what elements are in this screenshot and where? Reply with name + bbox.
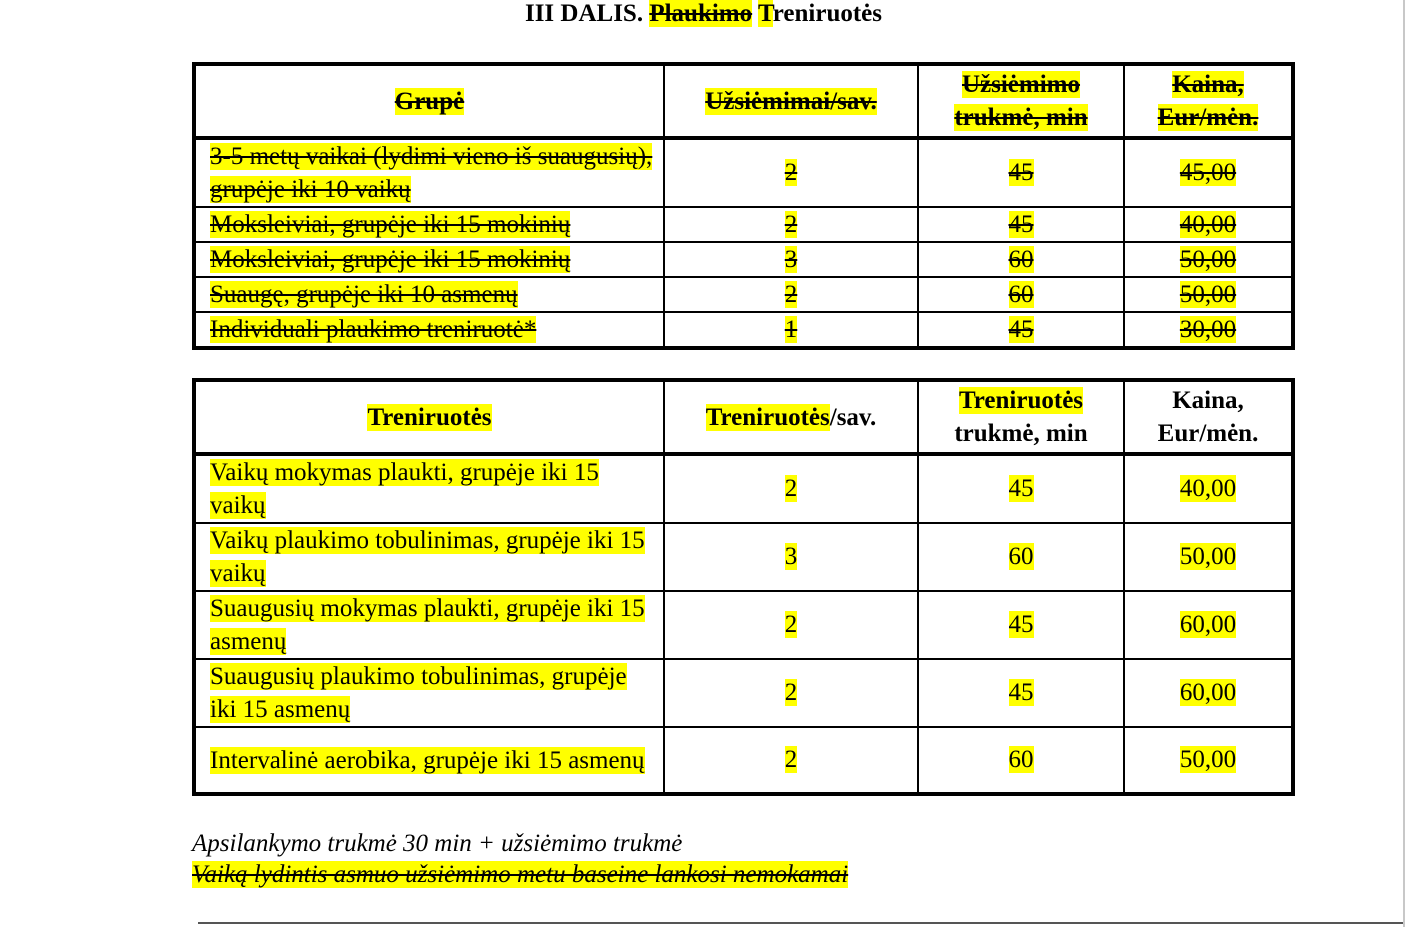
old-cell-duration: 45 — [918, 207, 1124, 242]
old-cell-price: 50,00 — [1124, 277, 1293, 312]
old-cell-price: 45,00 — [1124, 138, 1293, 207]
header-training-duration: Treniruotės trukmė, min — [918, 380, 1124, 454]
table-row — [194, 242, 1293, 277]
title-t-letter: T — [757, 0, 773, 27]
old-header-group: Grupė — [194, 64, 664, 138]
cell-sessions: 2 — [664, 659, 918, 727]
header-trainings-per-week: Treniruotės/sav. — [664, 380, 918, 454]
page-bottom-rule — [198, 922, 1403, 924]
cell-group: Suaugusių mokymas plaukti, grupėje iki 15 asmenų — [194, 591, 664, 659]
old-cell-duration: 45 — [918, 312, 1124, 348]
old-cell-sessions: 3 — [664, 242, 918, 277]
old-cell-duration: 60 — [918, 242, 1124, 277]
old-cell-price: 30,00 — [1124, 312, 1293, 348]
cell-price: 50,00 — [1124, 523, 1293, 591]
cell-group: Vaikų plaukimo tobulinimas, grupėje iki 15 vaikų — [194, 523, 664, 591]
old-cell-group: Moksleiviai, grupėje iki 15 mokinių — [194, 242, 664, 277]
old-cell-sessions: 1 — [664, 312, 918, 348]
cell-sessions: 2 — [664, 591, 918, 659]
old-header-duration: Užsiėmimo trukmė, min — [918, 64, 1124, 138]
table-row — [194, 277, 1293, 312]
old-cell-group: Moksleiviai, grupėje iki 15 mokinių — [194, 207, 664, 242]
old-header-price: Kaina, Eur/mėn. — [1124, 64, 1293, 138]
old-cell-price: 50,00 — [1124, 242, 1293, 277]
cell-group: Vaikų mokymas plaukti, grupėje iki 15 vaikų — [194, 454, 664, 523]
table-row — [194, 523, 1293, 591]
table-row — [194, 727, 1293, 794]
old-cell-sessions: 2 — [664, 277, 918, 312]
old-cell-group: Suaugę, grupėje iki 10 asmenų — [194, 277, 664, 312]
old-cell-sessions: 2 — [664, 138, 918, 207]
table-row — [194, 659, 1293, 727]
old-pricing-table — [192, 62, 1295, 350]
table-row — [194, 138, 1293, 207]
old-header-sessions: Užsiėmimai/sav. — [664, 64, 918, 138]
header-price: Kaina, Eur/mėn. — [1124, 380, 1293, 454]
training-table-header-row — [194, 380, 1293, 454]
table-row — [194, 591, 1293, 659]
cell-price: 60,00 — [1124, 591, 1293, 659]
cell-duration: 45 — [918, 659, 1124, 727]
cell-group: Suaugusių plaukimo tobulinimas, grupėje iki 15 asmenų — [194, 659, 664, 727]
cell-price: 50,00 — [1124, 727, 1293, 794]
title-struck-word: Plaukimo — [649, 0, 753, 27]
cell-duration: 60 — [918, 523, 1124, 591]
old-cell-group: Individuali plaukimo treniruotė* — [194, 312, 664, 348]
cell-price: 40,00 — [1124, 454, 1293, 523]
table-row — [194, 312, 1293, 348]
table-row — [194, 454, 1293, 523]
title-rest: reniruotės — [772, 0, 883, 27]
old-cell-sessions: 2 — [664, 207, 918, 242]
cell-sessions: 2 — [664, 454, 918, 523]
companion-note: Vaiką lydintis asmuo užsiėmimo metu baseine lankosi nemokamai — [192, 861, 849, 888]
old-cell-duration: 60 — [918, 277, 1124, 312]
training-pricing-table — [192, 378, 1295, 796]
table-row — [194, 207, 1293, 242]
header-training: Treniruotės — [194, 380, 664, 454]
cell-sessions: 2 — [664, 727, 918, 794]
cell-duration: 45 — [918, 454, 1124, 523]
page-right-border — [1403, 0, 1405, 927]
cell-duration: 60 — [918, 727, 1124, 794]
cell-group: Intervalinė aerobika, grupėje iki 15 asmenų — [194, 727, 664, 794]
title-prefix: III DALIS. — [524, 0, 650, 27]
visit-duration-note: Apsilankymo trukmė 30 min + užsiėmimo trukmė — [192, 830, 683, 857]
old-table-header-row — [194, 64, 1293, 138]
section-title — [0, 0, 1407, 28]
cell-price: 60,00 — [1124, 659, 1293, 727]
cell-sessions: 3 — [664, 523, 918, 591]
old-cell-group: 3-5 metų vaikai (lydimi vieno iš suaugusių), grupėje iki 10 vaikų — [194, 138, 664, 207]
cell-duration: 45 — [918, 591, 1124, 659]
old-cell-duration: 45 — [918, 138, 1124, 207]
old-cell-price: 40,00 — [1124, 207, 1293, 242]
